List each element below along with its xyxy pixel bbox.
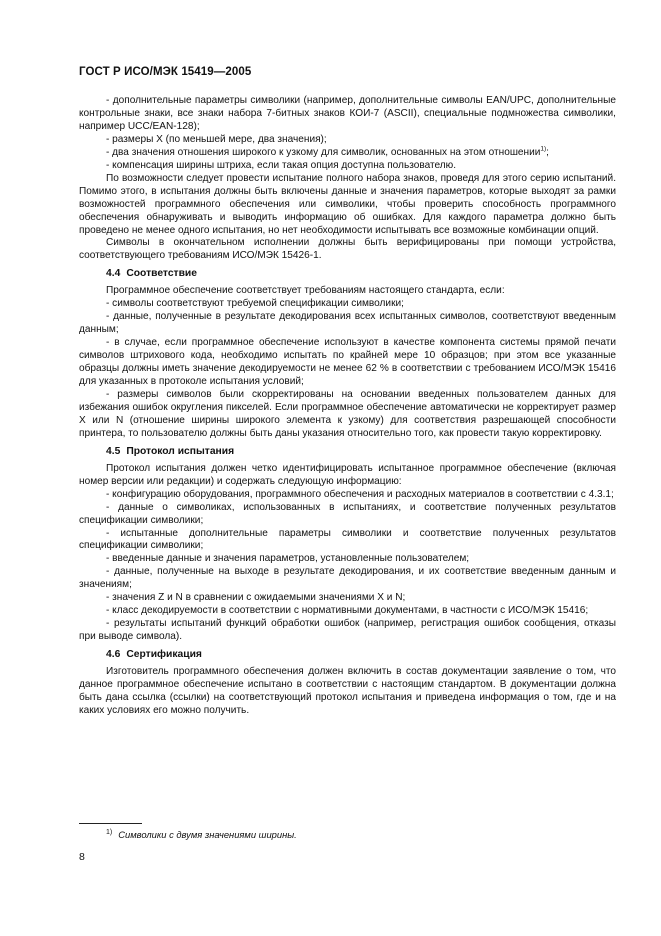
footnote-separator — [79, 823, 142, 824]
paragraph — [79, 666, 616, 718]
paragraph-text: Программное обеспечение соответствует требованиям настоящего стандарта, если: — [106, 285, 505, 297]
paragraph — [79, 502, 616, 528]
paragraph-text: Протокол испытания должен четко идентифицировать испытанное программное обеспечение (включая номер версии или редакции) и содержать следующую информацию: — [79, 462, 616, 487]
footnote-text: Символики с двумя значениями ширины. — [118, 829, 297, 841]
footnote-marker: 1) — [106, 829, 113, 836]
section-title: Соответствие — [126, 268, 197, 280]
paragraph-text: - класс декодируемости в соответствии с нормативными документами, в частности с ИСО/МЭК 15416; — [106, 605, 589, 617]
paragraph-text: - данные, полученные на выходе в результате декодирования, и их соответствие введенным данным и значениям; — [79, 566, 616, 591]
paragraph-text: - компенсация ширины штриха, если такая опция доступна пользователю. — [106, 159, 457, 171]
paragraph-text: - дополнительные параметры символики (например, дополнительные символы EAN/UPC, дополнительные контрольные знаки, все знаки набора 7-битных знаков КОИ-7 (ASCII), специальные подмножества символики, например UCC/EAN-128); — [79, 95, 616, 132]
paragraph — [79, 592, 616, 605]
paragraph-text: - размеры символов были скорректированы на основании введенных пользователем данных для избежания ошибок округления пикселей. Если программное обеспечение автоматически не корректирует размер X или N (отношение ширины широкого элемента к узкому) для соответствия разрешающей способности принтера, то пользователю должны быть даны указания относительно того, как провести такую корректировку. — [79, 388, 616, 439]
paragraph-text: - размеры X (по меньшей мере, два значения); — [106, 133, 327, 145]
paragraph-text: Изготовитель программного обеспечения должен включить в состав документации заявление о том, что данное программное обеспечение испытано в соответствии с настоящим стандартом. В документации должна быть дана ссылка (ссылки) на соответствующий протокол испытания и приведена информация о том, где и на каких условиях его можно получить. — [79, 666, 616, 716]
section-heading — [79, 649, 616, 662]
section-heading — [79, 446, 616, 459]
paragraph — [79, 160, 616, 173]
paragraph — [79, 389, 616, 441]
paragraph — [79, 134, 616, 147]
paragraph — [79, 285, 616, 298]
paragraph — [79, 337, 616, 389]
paragraph-text: - введенные данные и значения параметров, установленные пользователем; — [106, 553, 470, 565]
paragraph-text: - два значения отношения широкого к узкому для символик, основанных на этом отношении — [106, 146, 541, 158]
paragraph-text: - результаты испытаний функций обработки ошибок (например, регистрация ошибок сообщения, отказы при выводе символа). — [79, 618, 616, 643]
paragraph — [79, 311, 616, 337]
paragraph-text: - в случае, если программное обеспечение используют в качестве компонента системы прямой печати символов штрихового кода, необходимо испытать по крайней мере 10 образцов; при этом все указанные образцы должны иметь значение декодируемости не менее 62 % в соответствии с требованием ИСО/МЭК 15416 для указанных в протоколе испытания условий; — [79, 337, 616, 388]
paragraph — [79, 463, 616, 489]
paragraph — [79, 605, 616, 618]
paragraph — [79, 618, 616, 644]
section-number: 4.5 — [106, 445, 121, 457]
section-heading — [79, 268, 616, 281]
paragraph — [79, 298, 616, 311]
section-title: Протокол испытания — [126, 445, 235, 457]
paragraph — [79, 237, 616, 263]
section-title: Сертификация — [126, 649, 202, 661]
paragraph-text: По возможности следует провести испытание полного набора знаков, проведя для этого серию испытаний. Помимо этого, в испытания должны быть включены данные и значения параметров, которые выходят за рамки возможностей программного обеспечения или символики, чтобы проверить способность программного обеспечения обнаруживать и выводить информацию об ошибках. Для каждого параметра должно быть проведено не менее одного испытания, но нет необходимости испытывать все возможные комбинации опций. — [79, 172, 616, 236]
paragraph — [79, 173, 616, 238]
page-number: 8 — [79, 851, 85, 863]
footnote-reference: 1) — [540, 145, 547, 153]
section-number: 4.4 — [106, 268, 121, 280]
paragraph — [79, 566, 616, 592]
paragraph-text: Символы в окончательном исполнении должны быть верифицированы при помощи устройства, соответствующего требованиям ИСО/МЭК 15426-1. — [79, 237, 616, 262]
paragraph — [79, 553, 616, 566]
paragraph — [79, 489, 616, 502]
paragraph-text: - значения Z и N в сравнении с ожидаемыми значениями X и N; — [106, 592, 406, 604]
paragraph — [79, 528, 616, 554]
paragraph-text: - символы соответствуют требуемой спецификации символики; — [106, 298, 404, 310]
section-number: 4.6 — [106, 649, 121, 661]
page-header: ГОСТ Р ИСО/МЭК 15419—2005 — [79, 66, 252, 78]
paragraph-text: - данные о символиках, использованных в испытаниях, и соответствие полученных результатов спецификации символики; — [79, 501, 616, 526]
paragraph-text: - испытанные дополнительные параметры символики и соответствие полученных результатов спецификации символики; — [79, 527, 616, 552]
paragraph — [79, 95, 616, 134]
paragraph-text: - данные, полученные в результате декодирования всех испытанных символов, соответствуют введенным данным; — [79, 311, 616, 336]
paragraph-text: - конфигурацию оборудования, программного обеспечения и расходных материалов в соответствии с 4.3.1; — [106, 488, 614, 500]
paragraph — [79, 147, 616, 160]
paragraph-tail: ; — [546, 146, 549, 158]
body-text — [79, 95, 616, 718]
footnote — [106, 829, 297, 840]
